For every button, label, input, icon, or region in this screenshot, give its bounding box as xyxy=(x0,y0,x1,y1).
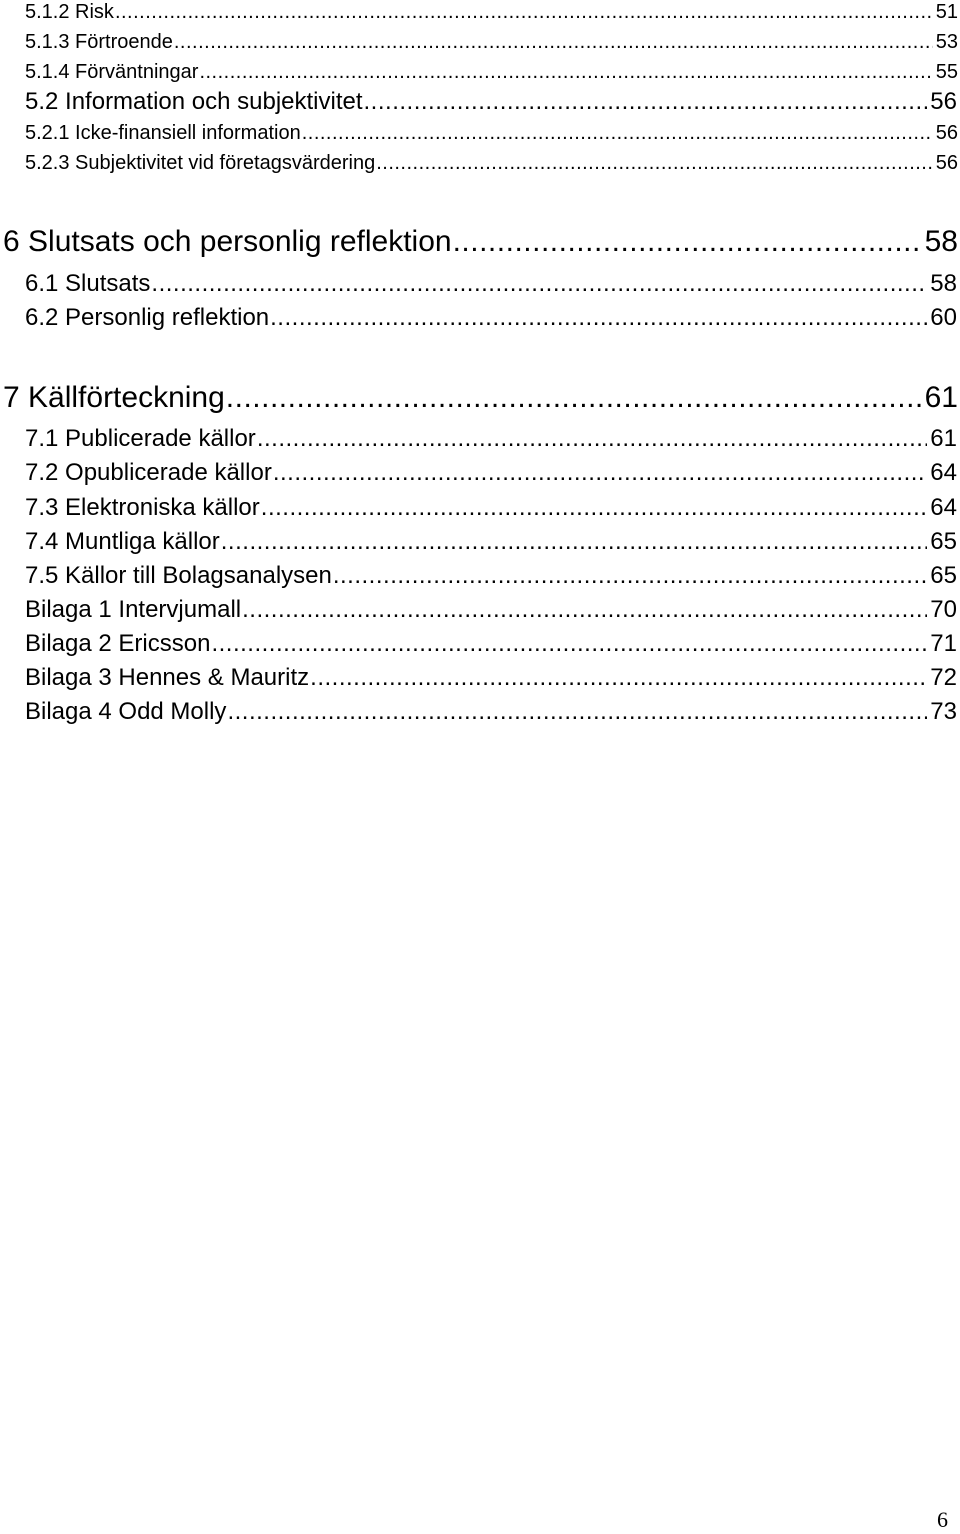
dot-leader xyxy=(333,562,927,590)
toc-entry-title: Bilaga 2 Ericsson xyxy=(25,630,211,657)
toc-entry-title: 7.1 Publicerade källor xyxy=(25,425,256,452)
toc-entry-title: 7.4 Muntliga källor xyxy=(25,528,220,555)
toc-entry-page: 56 xyxy=(935,122,958,144)
dot-leader xyxy=(151,270,927,298)
toc-entry-page: 70 xyxy=(930,596,957,623)
toc-entry[interactable] xyxy=(25,664,957,692)
toc-entry-page: 65 xyxy=(930,528,957,555)
dot-leader xyxy=(257,425,927,453)
dot-leader xyxy=(302,122,933,145)
toc-entry-page: 58 xyxy=(930,270,957,297)
dot-leader xyxy=(199,61,932,84)
dot-leader xyxy=(115,1,933,24)
dot-leader xyxy=(376,152,933,175)
toc-entry[interactable] xyxy=(25,630,957,658)
toc-entry-title: 5.2.1 Icke-finansiell information xyxy=(25,122,301,144)
dot-leader xyxy=(174,31,933,54)
toc-entry[interactable] xyxy=(3,381,958,415)
toc-entry-page: 56 xyxy=(930,88,957,115)
toc-entry-page: 73 xyxy=(930,698,957,725)
toc-entry[interactable] xyxy=(25,1,958,24)
dot-leader xyxy=(227,698,927,726)
toc-entry-page: 51 xyxy=(935,1,958,23)
toc-entry-title: 5.1.2 Risk xyxy=(25,1,114,23)
toc-entry-title: 6.1 Slutsats xyxy=(25,270,151,297)
dot-leader xyxy=(211,630,927,658)
dot-leader xyxy=(270,304,927,332)
toc-entry-page: 61 xyxy=(930,425,957,452)
toc-entry-page: 72 xyxy=(930,664,957,691)
toc-entry[interactable] xyxy=(25,152,958,175)
toc-entry[interactable] xyxy=(25,562,957,590)
dot-leader xyxy=(364,88,928,116)
toc-entry-title: 5.2.3 Subjektivitet vid företagsvärdering xyxy=(25,152,376,174)
toc-entry-title: 5.1.4 Förväntningar xyxy=(25,61,199,83)
dot-leader xyxy=(226,381,922,415)
toc-entry-page: 65 xyxy=(930,562,957,589)
toc-entry[interactable] xyxy=(25,304,957,332)
toc-entry[interactable] xyxy=(25,88,957,116)
dot-leader xyxy=(261,494,928,522)
page-number: 6 xyxy=(937,1507,948,1532)
toc-entry[interactable] xyxy=(25,698,957,726)
dot-leader xyxy=(221,528,928,556)
dot-leader xyxy=(242,596,927,624)
toc-entry-page: 58 xyxy=(924,225,958,258)
toc-entry[interactable] xyxy=(25,61,958,84)
dot-leader xyxy=(273,459,927,487)
toc-entry[interactable] xyxy=(3,225,958,259)
toc-entry-title: 6 Slutsats och personlig reflektion xyxy=(3,225,452,258)
toc-entry-page: 64 xyxy=(930,494,957,521)
toc-entry-page: 55 xyxy=(935,61,958,83)
toc-entry[interactable] xyxy=(25,528,957,556)
toc-entry[interactable] xyxy=(25,270,957,298)
toc-entry-page: 64 xyxy=(930,459,957,486)
toc-entry-title: 7.2 Opublicerade källor xyxy=(25,459,272,486)
toc-entry-title: Bilaga 4 Odd Molly xyxy=(25,698,227,725)
toc-entry-page: 53 xyxy=(935,31,958,53)
toc-entry-title: 5.1.3 Förtroende xyxy=(25,31,173,53)
toc-entry[interactable] xyxy=(25,31,958,54)
toc-entry-title: 7.3 Elektroniska källor xyxy=(25,494,260,521)
toc-entry[interactable] xyxy=(25,596,957,624)
toc-entry[interactable] xyxy=(25,425,957,453)
dot-leader xyxy=(453,225,922,259)
toc-entry[interactable] xyxy=(25,459,957,487)
toc-entry-page: 60 xyxy=(930,304,957,331)
toc-entry-title: Bilaga 3 Hennes & Mauritz xyxy=(25,664,310,691)
toc-entry[interactable] xyxy=(25,494,957,522)
toc-entry-title: 6.2 Personlig reflektion xyxy=(25,304,270,331)
toc-entry-title: 7 Källförteckning xyxy=(3,381,225,414)
toc-entry-page: 56 xyxy=(935,152,958,174)
dot-leader xyxy=(310,664,927,692)
toc-entry-title: Bilaga 1 Intervjumall xyxy=(25,596,242,623)
toc-entry-title: 7.5 Källor till Bolagsanalysen xyxy=(25,562,332,589)
toc-entry[interactable] xyxy=(25,122,958,145)
toc-entry-page: 61 xyxy=(924,381,958,414)
toc-entry-page: 71 xyxy=(930,630,957,657)
toc-entry-title: 5.2 Information och subjektivitet xyxy=(25,88,363,115)
